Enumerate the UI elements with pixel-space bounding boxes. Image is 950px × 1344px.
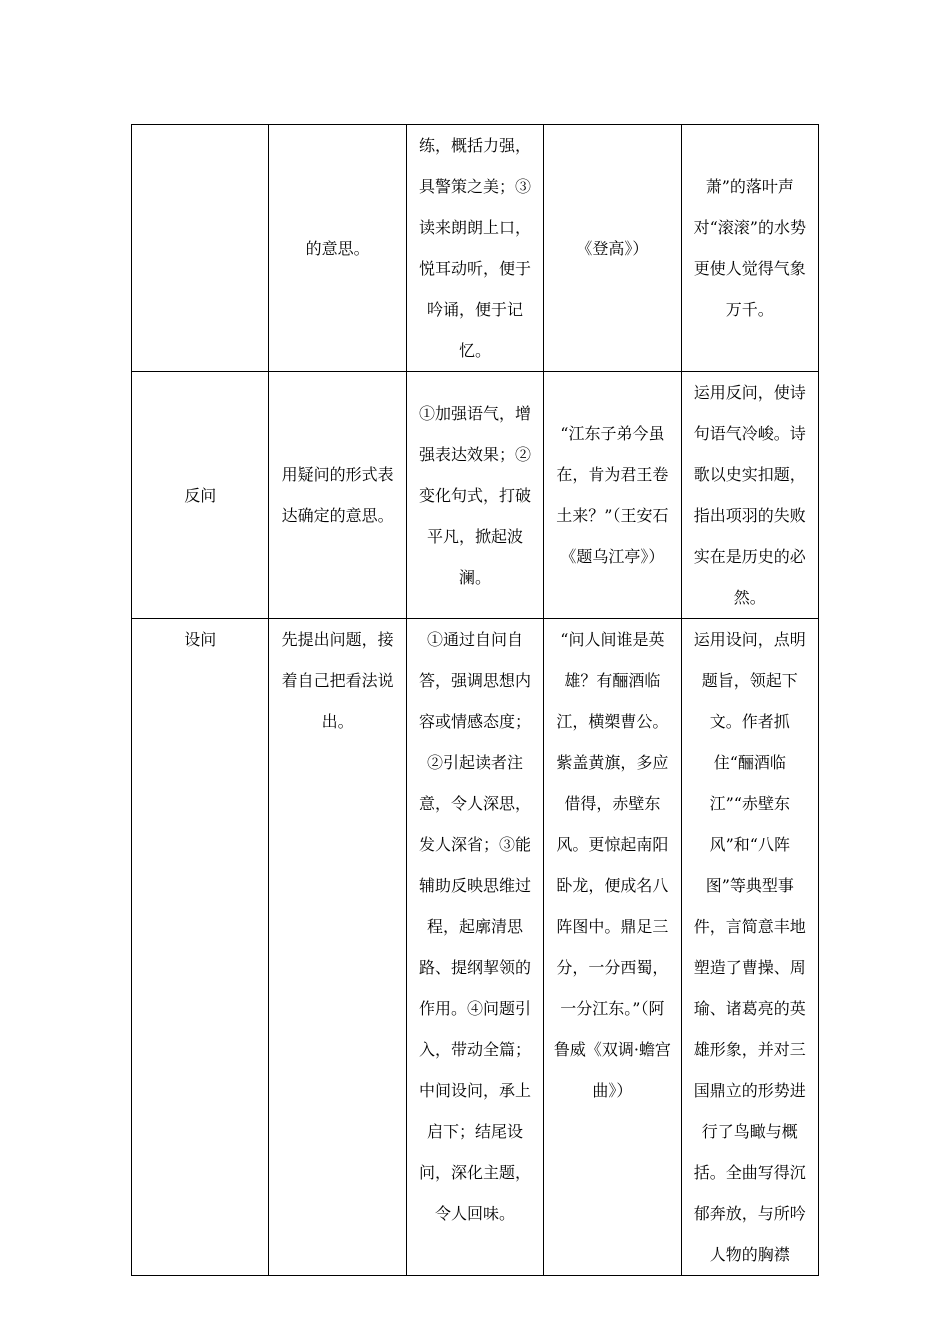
example-cell: “江东子弟今虽在，肯为君王卷土来？”（王安石《题乌江亭》） <box>544 372 681 619</box>
table-row <box>132 125 819 372</box>
definition-cell: 用疑问的形式表达确定的意思。 <box>269 372 406 619</box>
effect-cell: ①通过自问自答，强调思想内容或情感态度；②引起读者注意，令人深思，发人深省；③能辅助反映思维过程，起廓清思路、提纲挈领的作用。④问题引入，带动全篇；中间设问，承上启下；结尾设问，深化主题，令人回味。 <box>406 619 543 1276</box>
effect-cell: 练，概括力强，具警策之美；③读来朗朗上口，悦耳动听，便于吟诵，便于记忆。 <box>406 125 543 372</box>
definition-cell: 先提出问题，接着自己把看法说出。 <box>269 619 406 1276</box>
table-row <box>132 372 819 619</box>
definition-cell: 的意思。 <box>269 125 406 372</box>
device-name-cell: 设问 <box>132 619 269 1276</box>
example-cell: “问人间谁是英雄？有酾酒临江，横槊曹公。紫盖黄旗，多应借得，赤壁东风。更惊起南阳卧龙，便成名八阵图中。鼎足三分，一分西蜀，一分江东。”（阿鲁威《双调·蟾宫曲》） <box>544 619 681 1276</box>
effect-cell: ①加强语气，增强表达效果；②变化句式，打破平凡，掀起波澜。 <box>406 372 543 619</box>
table-row <box>132 619 819 1276</box>
analysis-cell: 运用反问，使诗句语气冷峻。诗歌以史实扣题，指出项羽的失败实在是历史的必然。 <box>681 372 818 619</box>
device-name-cell: 反问 <box>132 372 269 619</box>
analysis-cell: 萧”的落叶声对“滚滚”的水势更使人觉得气象万千。 <box>681 125 818 372</box>
device-name-cell <box>132 125 269 372</box>
analysis-cell: 运用设问，点明题旨，领起下文。作者抓住“酾酒临江”“赤壁东风”和“八阵图”等典型事件，言简意丰地塑造了曹操、周瑜、诸葛亮的英雄形象，并对三国鼎立的形势进行了鸟瞰与概括。全曲写得沉郁奔放，与所吟人物的胸襟 <box>681 619 818 1276</box>
rhetoric-table <box>131 124 819 1276</box>
example-cell: 《登高》） <box>544 125 681 372</box>
